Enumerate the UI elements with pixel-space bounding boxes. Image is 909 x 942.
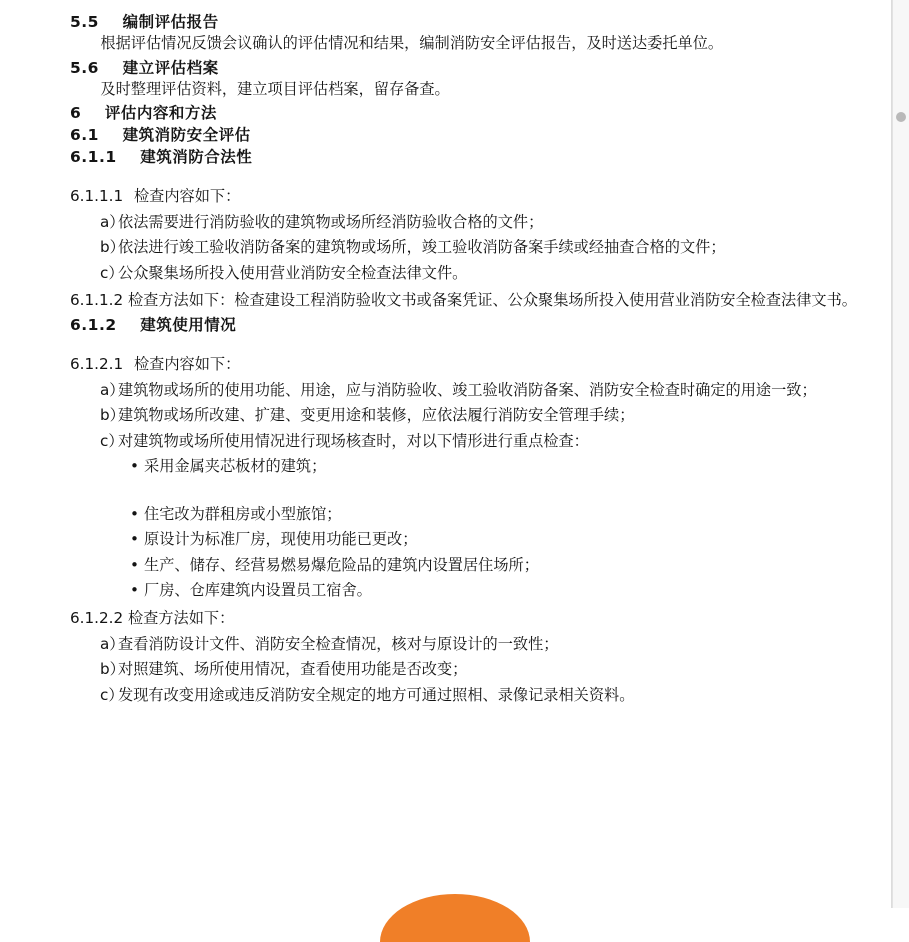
bullet-item — [70, 554, 863, 578]
bullet-dot: • — [130, 457, 139, 476]
heading-6-1-1 — [70, 145, 863, 167]
bullet-text: 采用金属夹芯板材的建筑； — [144, 457, 327, 476]
clause-6-1-2-2-number: 6.1.2.2 — [70, 609, 124, 627]
list-marker: b） — [100, 660, 125, 679]
list-item — [70, 684, 863, 708]
heading-6 — [70, 101, 863, 123]
bullet-item — [70, 528, 863, 552]
clause-6-1-1-2 — [70, 289, 863, 313]
bullet-text: 厂房、仓库建筑内设置员工宿舍。 — [144, 581, 372, 600]
list-item — [70, 236, 863, 260]
list-marker: c） — [100, 263, 124, 282]
heading-6-1-2-number: 6.1.2 — [70, 315, 117, 334]
clause-6-1-2-2 — [70, 607, 863, 631]
bullet-list-group-2 — [70, 503, 863, 603]
bullet-list-group-1 — [70, 455, 863, 479]
bullet-item — [70, 455, 863, 479]
bullet-group-spacer — [70, 479, 863, 501]
heading-6-1-title: 建筑消防安全评估 — [122, 126, 251, 145]
heading-5-5-number: 5.5 — [70, 13, 99, 31]
bullet-dot: • — [130, 555, 139, 574]
list-item — [70, 211, 863, 235]
clause-6-1-2-1-lead: 检查内容如下： — [133, 354, 241, 373]
heading-6-1-1-title: 建筑消防合法性 — [140, 148, 253, 167]
vertical-scrollbar[interactable] — [892, 0, 909, 908]
list-text: 依法需要进行消防验收的建筑物或场所经消防验收合格的文件； — [118, 212, 544, 231]
list-marker: a） — [100, 380, 125, 399]
list-6-1-1-1 — [70, 211, 863, 286]
heading-6-title: 评估内容和方法 — [104, 104, 217, 123]
clause-6-1-2-2-lead: 检查方法如下： — [127, 609, 235, 627]
list-text: 对建筑物或场所使用情况进行现场核查时，对以下情形进行重点检查： — [118, 431, 589, 450]
bullet-dot: • — [130, 530, 139, 549]
heading-6-1 — [70, 123, 863, 145]
list-text: 公众聚集场所投入使用营业消防安全检查法律文件。 — [118, 263, 468, 282]
heading-6-1-number: 6.1 — [70, 126, 99, 145]
clause-6-1-1-2-text: 检查方法如下：检查建设工程消防验收文书或备案凭证、公众聚集场所投入使用营业消防安全检查法律文书。 — [127, 291, 857, 310]
list-text: 建筑物或场所改建、扩建、变更用途和装修，应依法履行消防安全管理手续； — [118, 406, 635, 425]
scrollbar-thumb[interactable] — [896, 112, 906, 122]
list-marker: c） — [100, 431, 124, 450]
list-marker: a） — [100, 212, 125, 231]
list-6-1-2-1 — [70, 379, 863, 454]
heading-6-1-2-title: 建筑使用情况 — [140, 315, 237, 334]
bullet-text: 生产、储存、经营易燃易爆危险品的建筑内设置居住场所； — [144, 555, 539, 574]
list-item — [70, 404, 863, 428]
list-item — [70, 633, 863, 657]
list-text: 查看消防设计文件、消防安全检查情况，核对与原设计的一致性； — [118, 634, 559, 653]
heading-5-5 — [70, 10, 863, 32]
paragraph-5-5: 根据评估情况反馈会议确认的评估情况和结果，编制消防安全评估报告，及时送达委托单位。 — [100, 34, 724, 52]
list-marker: c） — [100, 685, 124, 704]
heading-6-1-1-number: 6.1.1 — [70, 148, 117, 167]
heading-5-6 — [70, 56, 863, 78]
list-item — [70, 262, 863, 286]
clause-6-1-1-1-lead: 检查内容如下： — [133, 187, 241, 206]
list-6-1-2-2 — [70, 633, 863, 708]
bullet-item — [70, 503, 863, 527]
bullet-dot: • — [130, 504, 139, 523]
list-text: 依法进行竣工验收消防备案的建筑物或场所，竣工验收消防备案手续或经抽查合格的文件； — [118, 238, 726, 257]
heading-6-1-2 — [70, 313, 863, 335]
heading-5-5-title: 编制评估报告 — [122, 13, 219, 31]
clause-6-1-1-2-number: 6.1.1.2 — [70, 291, 124, 310]
list-item — [70, 658, 863, 682]
bullet-dot: • — [130, 581, 139, 600]
bullet-item — [70, 579, 863, 603]
list-text: 对照建筑、场所使用情况，查看使用功能是否改变； — [118, 660, 468, 679]
heading-5-6-number: 5.6 — [70, 58, 99, 77]
clause-6-1-1-1 — [70, 185, 863, 209]
clause-6-1-1-1-number: 6.1.1.1 — [70, 187, 124, 206]
clause-6-1-2-1 — [70, 353, 863, 377]
list-marker: a） — [100, 634, 125, 653]
paragraph-5-6: 及时整理评估资料，建立项目评估档案，留存备查。 — [100, 79, 450, 98]
clause-6-1-2-1-number: 6.1.2.1 — [70, 354, 124, 373]
list-item — [70, 379, 863, 403]
list-marker: b） — [100, 238, 125, 257]
list-text: 建筑物或场所的使用功能、用途，应与消防验收、竣工验收消防备案、消防安全检查时确定的用途一致； — [118, 380, 817, 399]
bullet-text: 住宅改为群租房或小型旅馆； — [144, 504, 342, 523]
heading-5-6-title: 建立评估档案 — [122, 58, 219, 77]
heading-6-number: 6 — [70, 104, 82, 123]
list-marker: b） — [100, 406, 125, 425]
bullet-text: 原设计为标准厂房，现使用功能已更改； — [144, 530, 418, 549]
list-text: 发现有改变用途或违反消防安全规定的地方可通过照相、录像记录相关资料。 — [118, 685, 635, 704]
list-item — [70, 430, 863, 454]
